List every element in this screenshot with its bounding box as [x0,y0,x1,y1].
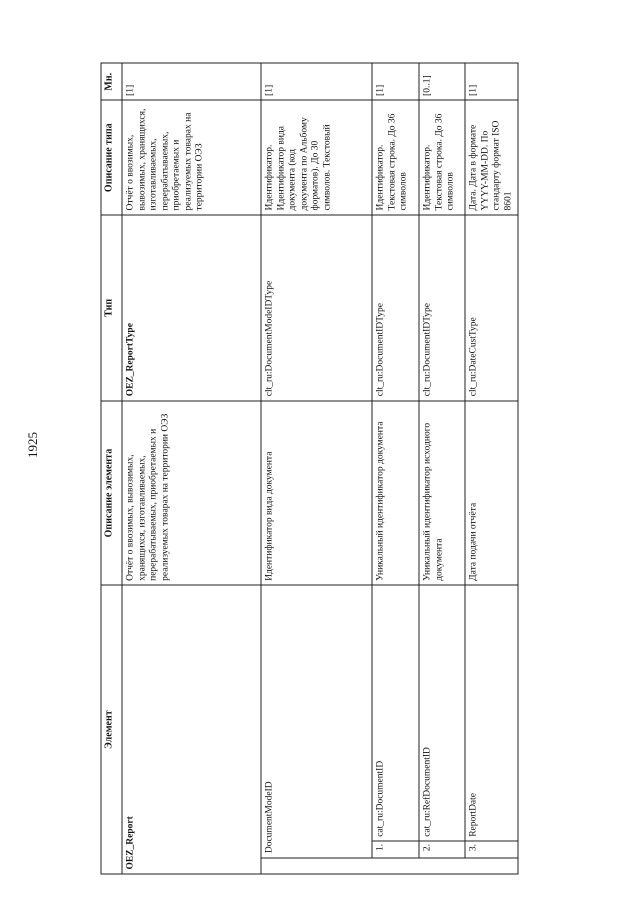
cell-type: clt_ru:DocumentModeIDType [261,214,372,400]
cell-multiplicity: [1] [261,63,372,100]
cell-row-number: 3. [465,841,518,857]
table-container [101,62,512,874]
cell-type-description: Идентификатор. Текстовая строка. До 36 символов [372,100,419,215]
cell-element: cat_ru:RefDocumentID [419,585,465,841]
cell-multiplicity: [1] [465,63,518,100]
cell-element-description: Дата подачи отчёта [465,400,518,585]
cell-element-description: Уникальный идентификатор исходного документа [419,400,465,585]
cell-row-number: 2. [419,841,465,857]
cell-element-description: Идентификатор вида документа [261,400,372,585]
cell-type-description: Дата. Дата в формате YYYY-MM-DD. По стандарту формат ISO 8601 [465,100,518,215]
cell-multiplicity: [1] [372,63,419,100]
cell-type-description: Отчёт о ввозимых, вывозимых, хранящихся, изготавливаемых, перерабатываемых, приобретаемых и реализуемых товарах на территории ОЭЗ [122,100,261,215]
table-row [261,63,372,874]
header-element: Элемент [101,585,122,874]
cell-element-description: Отчёт о ввозимых, вывозимых, хранящихся, изготавливаемых, перерабатываемых, приобретаемых и реализуемых товарах на территории ОЭЗ [122,400,261,585]
cell-element: ReportDate [465,585,518,841]
cell-type: OEZ_ReportType [122,214,261,400]
table-header-row [101,63,122,874]
element-table [101,62,519,874]
header-type: Тип [101,214,122,400]
cell-element: cat_ru:DocumentID [372,585,419,841]
cell-element-description: Уникальный идентификатор документа [372,400,419,585]
page-number: 1925 [25,432,40,458]
table-row-root [122,63,261,874]
cell-type: clt_ru:DateCustType [465,214,518,400]
table-row [419,63,465,874]
cell-type: clt_ru:DocumentIDType [372,214,419,400]
cell-type-description: Идентификатор. Текстовая строка. До 36 символов [419,100,465,215]
cell-type-description: Идентификатор. Идентификатор вида документа (код документа по Альбому форматов). До 30 символов. Текстовый [261,100,372,215]
cell-multiplicity: [0..1] [419,63,465,100]
header-element-description: Описание элемента [101,400,122,585]
indent-cell [261,857,518,873]
cell-element: OEZ_Report [122,585,261,874]
cell-multiplicity: [1] [122,63,261,100]
header-multiplicity: Мн. [101,63,122,100]
table-row [465,63,518,874]
table-row [372,63,419,874]
cell-type: clt_ru:DocumentIDType [419,214,465,400]
header-type-description: Описание типа [101,100,122,215]
cell-row-number: 1. [372,841,419,857]
cell-element: DocumentModeID [261,585,372,857]
